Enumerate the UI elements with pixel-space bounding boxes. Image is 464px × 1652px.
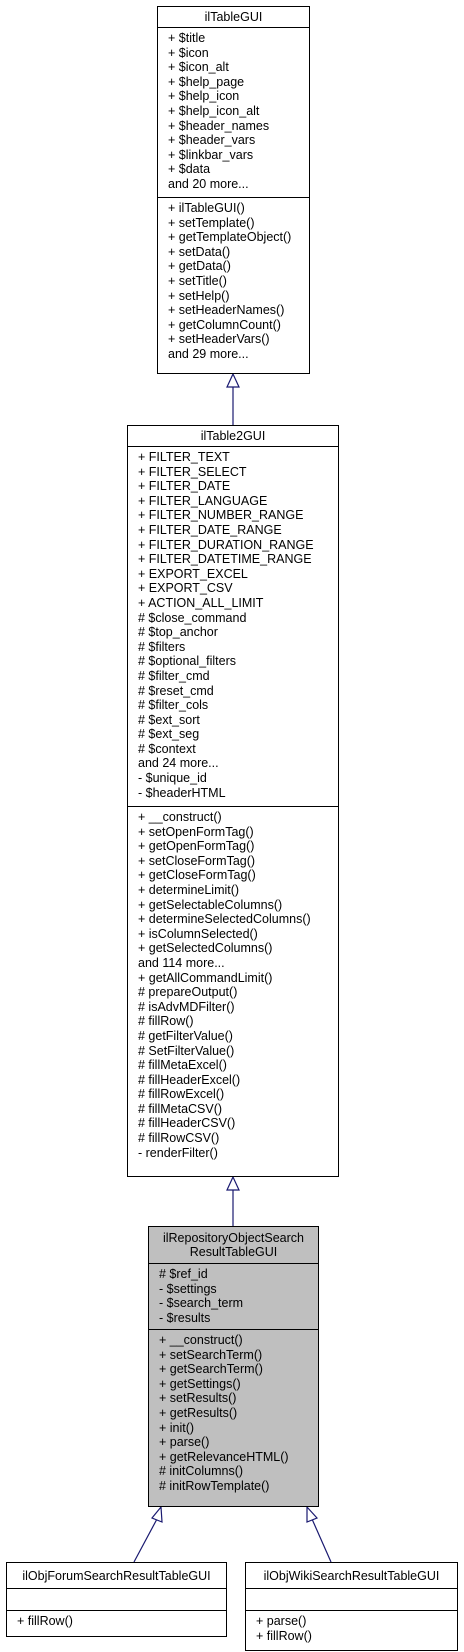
attribute: # $filter_cmd — [138, 668, 210, 683]
class-box-iltablegui[interactable] — [157, 6, 310, 374]
attribute: # $reset_cmd — [138, 683, 214, 698]
attribute: + EXPORT_CSV — [138, 581, 233, 596]
method: # fillRowCSV() — [138, 1131, 220, 1146]
method: + setResults() — [159, 1391, 237, 1406]
edge-wiki-to-repo — [312, 1519, 331, 1562]
method: + isColumnSelected() — [138, 926, 258, 941]
method: + getRelevanceHTML() — [159, 1449, 289, 1464]
method: # initRowTemplate() — [159, 1478, 270, 1493]
method: + setSearchTerm() — [159, 1347, 263, 1362]
method: + setCloseFormTag() — [138, 853, 256, 868]
class-box-ilobjwikisearchresulttablegui[interactable] — [245, 1562, 458, 1651]
attributes-section — [149, 1264, 318, 1330]
methods-section — [158, 198, 309, 365]
attribute: + $header_names — [168, 118, 270, 133]
class-box-ilrepositoryobjectsearchresulttablegui[interactable] — [148, 1226, 319, 1507]
method: + getData() — [168, 259, 231, 274]
class-name — [246, 1563, 457, 1589]
attribute: # $close_command — [138, 610, 247, 625]
attribute: + $linkbar_vars — [168, 147, 254, 162]
method: + parse() — [159, 1435, 210, 1450]
attribute: + FILTER_DATETIME_RANGE — [138, 552, 312, 567]
method: + getColumnCount() — [168, 317, 281, 332]
method: # fillMetaCSV() — [138, 1101, 223, 1116]
more-methods: and 114 more... — [138, 955, 225, 970]
methods-section — [246, 1611, 457, 1646]
attribute: + FILTER_DATE — [138, 479, 231, 494]
class-name-line: ilObjForumSearchResultTableGUI — [22, 1569, 211, 1583]
class-box-ilobjforumsearchresulttablegui[interactable] — [6, 1562, 227, 1637]
attribute: + FILTER_NUMBER_RANGE — [138, 508, 304, 523]
attribute: - $unique_id — [138, 771, 207, 786]
attribute: + ACTION_ALL_LIMIT — [138, 595, 264, 610]
methods-section — [7, 1611, 226, 1632]
attribute: + FILTER_DATE_RANGE — [138, 522, 282, 537]
class-name-line: ilRepositoryObjectSearch — [162, 1231, 305, 1245]
class-box-iltable2gui[interactable] — [127, 425, 339, 1177]
method: + getSelectedColumns() — [138, 941, 273, 956]
method: + setHelp() — [168, 288, 230, 303]
attribute: - $search_term — [159, 1296, 244, 1311]
class-name — [149, 1227, 318, 1264]
attribute: + FILTER_SELECT — [138, 464, 247, 479]
method: + fillRow() — [256, 1628, 312, 1643]
class-name-line: ilObjWikiSearchResultTableGUI — [263, 1569, 440, 1583]
more-attributes: and 24 more... — [138, 756, 219, 771]
attribute: # $context — [138, 741, 196, 756]
class-name — [128, 426, 338, 447]
method: # initColumns() — [159, 1464, 244, 1479]
method: # fillHeaderExcel() — [138, 1072, 241, 1087]
method: # fillMetaExcel() — [138, 1058, 227, 1073]
method: + __construct() — [138, 810, 222, 824]
method: + determineSelectedColumns() — [138, 912, 311, 927]
attribute: + $help_icon — [168, 89, 240, 104]
attribute: # $top_anchor — [138, 625, 218, 640]
attributes-section — [158, 28, 309, 198]
methods-section — [128, 807, 338, 1163]
edge-forum-to-repo-arrowhead — [152, 1507, 162, 1522]
method: + getOpenFormTag() — [138, 839, 255, 854]
attributes-section — [246, 1589, 457, 1611]
method: + setData() — [168, 244, 231, 259]
method: + getAllCommandLimit() — [138, 970, 273, 985]
method: + parse() — [256, 1614, 307, 1628]
method: + getSelectableColumns() — [138, 897, 283, 912]
method: + __construct() — [159, 1333, 243, 1347]
class-name-line: ilTableGUI — [204, 10, 263, 24]
edge-repo-to-table2-arrowhead — [227, 1177, 239, 1190]
method: + getSearchTerm() — [159, 1362, 263, 1377]
attributes-section — [128, 447, 338, 807]
attribute: # $ref_id — [159, 1267, 208, 1281]
method: + getTemplateObject() — [168, 230, 292, 245]
method: # isAdvMDFilter() — [138, 999, 235, 1014]
method: # fillRowExcel() — [138, 1087, 225, 1102]
attribute: - $headerHTML — [138, 785, 226, 800]
class-name-line: ResultTableGUI — [189, 1245, 278, 1259]
method: - renderFilter() — [138, 1145, 218, 1160]
attribute: # $filter_cols — [138, 698, 209, 713]
methods-section — [149, 1330, 318, 1497]
method: # prepareOutput() — [138, 985, 238, 1000]
method: # SetFilterValue() — [138, 1043, 235, 1058]
edge-wiki-to-repo-arrowhead — [307, 1507, 317, 1522]
attribute: # $ext_sort — [138, 712, 200, 727]
method: + getResults() — [159, 1405, 238, 1420]
method: + getSettings() — [159, 1376, 241, 1391]
edge-forum-to-repo — [134, 1519, 157, 1562]
attribute: + FILTER_DURATION_RANGE — [138, 537, 314, 552]
attribute: # $filters — [138, 639, 186, 654]
method: + ilTableGUI() — [168, 201, 245, 215]
edge-table2-to-table-arrowhead — [227, 374, 239, 387]
attribute: + $data — [168, 162, 211, 177]
attribute: + $help_icon_alt — [168, 103, 260, 118]
method: + getCloseFormTag() — [138, 868, 256, 883]
class-name — [158, 7, 309, 28]
method: + setTemplate() — [168, 215, 255, 230]
method: + setHeaderVars() — [168, 332, 270, 347]
attribute: - $results — [159, 1310, 211, 1325]
more-methods: and 29 more... — [168, 346, 249, 361]
attribute: + $icon — [168, 45, 209, 60]
method: + setHeaderNames() — [168, 303, 285, 318]
class-name — [7, 1563, 226, 1589]
method: # fillHeaderCSV() — [138, 1116, 236, 1131]
more-attributes: and 20 more... — [168, 176, 249, 191]
attribute: + FILTER_TEXT — [138, 450, 230, 464]
attribute: - $settings — [159, 1281, 217, 1296]
method: # fillRow() — [138, 1014, 194, 1029]
attribute: # $optional_filters — [138, 654, 236, 669]
attribute: + EXPORT_EXCEL — [138, 566, 248, 581]
class-name-line: ilTable2GUI — [200, 429, 266, 443]
attribute: + $title — [168, 31, 206, 45]
attribute: + $help_page — [168, 74, 245, 89]
method: + determineLimit() — [138, 882, 240, 897]
method: + init() — [159, 1420, 195, 1435]
method: # getFilterValue() — [138, 1028, 233, 1043]
method: + setTitle() — [168, 273, 227, 288]
attributes-section — [7, 1589, 226, 1611]
attribute: + FILTER_LANGUAGE — [138, 493, 268, 508]
attribute: # $ext_seg — [138, 727, 200, 742]
attribute: + $icon_alt — [168, 60, 229, 75]
method: + fillRow() — [17, 1614, 73, 1628]
attribute: + $header_vars — [168, 133, 256, 148]
method: + setOpenFormTag() — [138, 824, 254, 839]
